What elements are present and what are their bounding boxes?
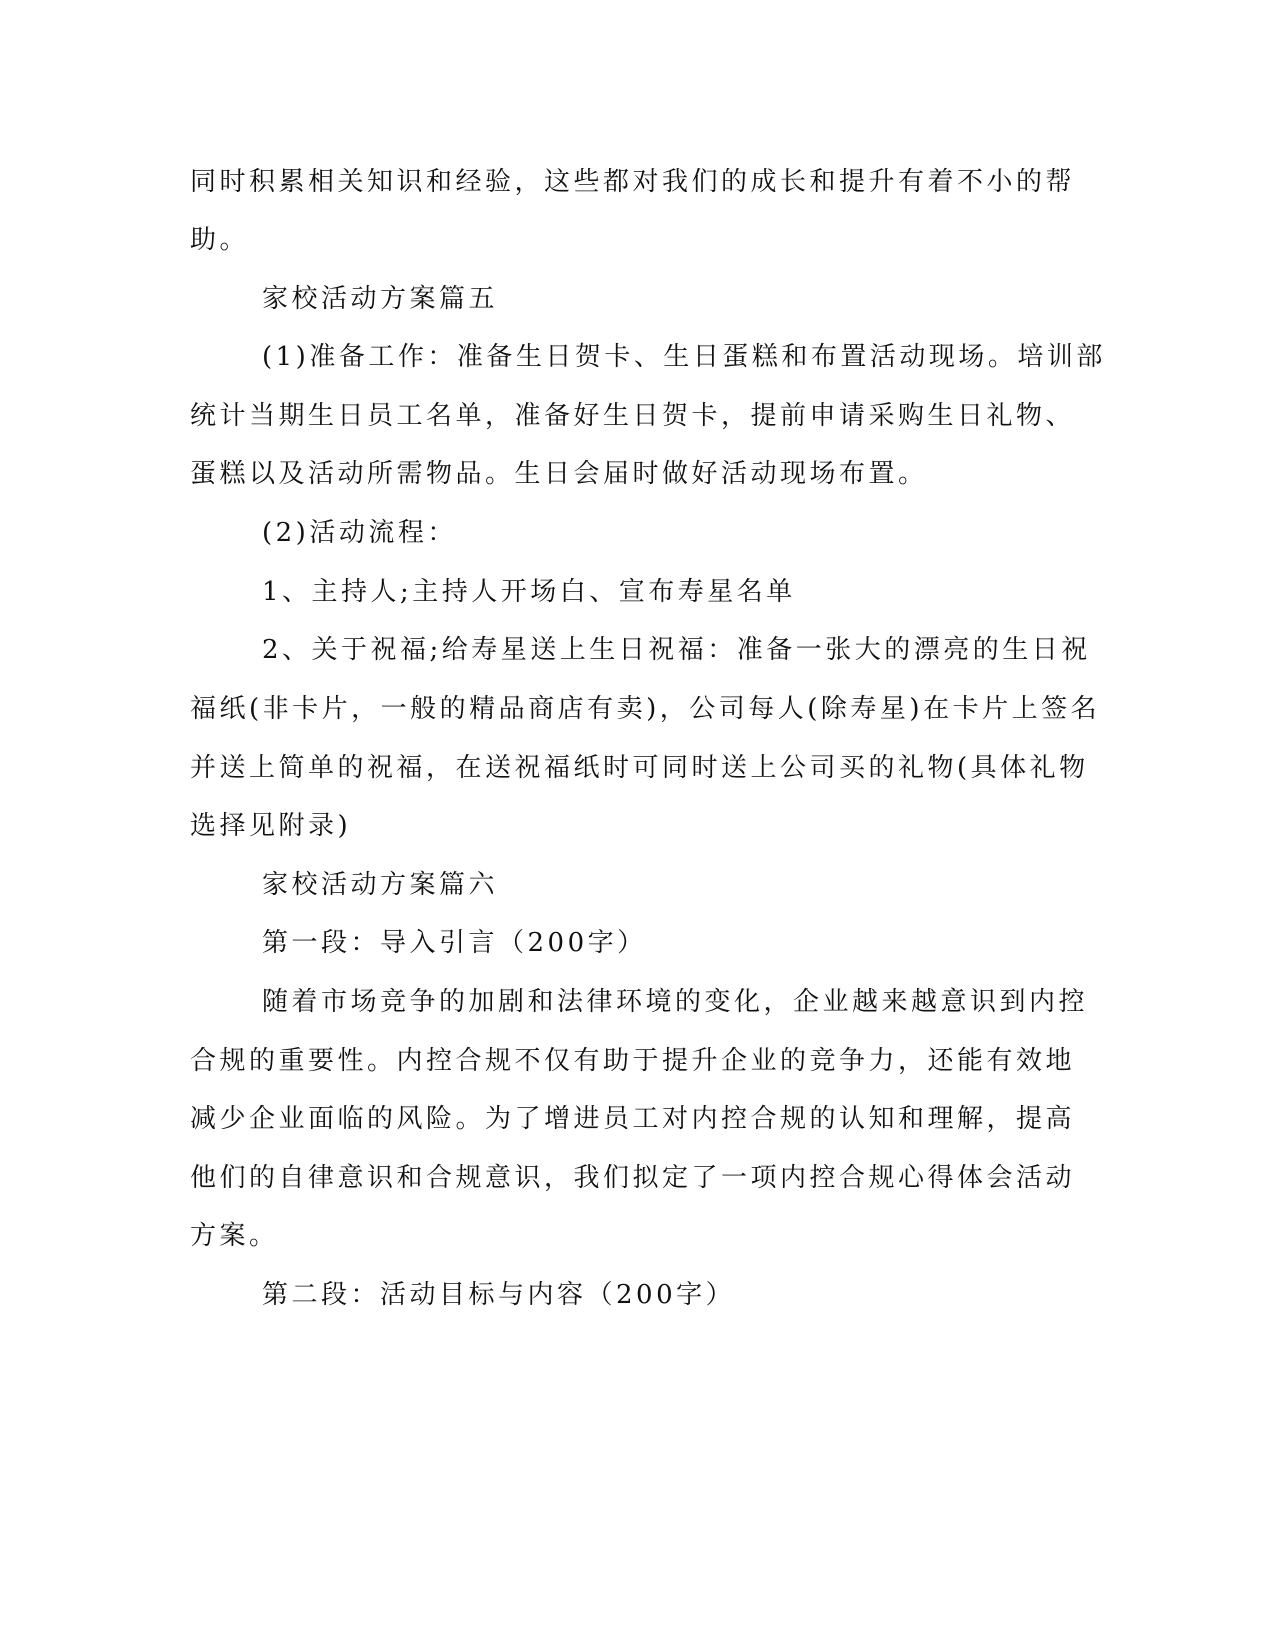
section-heading: 家校活动方案篇五 xyxy=(262,284,499,314)
paragraph-heading: 第二段：活动目标与内容（200字） xyxy=(262,1280,736,1310)
body-text-line: 并送上简单的祝福，在送祝福纸时可同时送上公司买的礼物(具体礼物 xyxy=(190,753,1089,783)
body-text-line: 他们的自律意识和合规意识，我们拟定了一项内控合规心得体会活动 xyxy=(190,1163,1076,1193)
list-item: 2、关于祝福;给寿星送上生日祝福：准备一张大的漂亮的生日祝 xyxy=(262,635,1091,665)
body-text-line: 蛋糕以及活动所需物品。生日会届时做好活动现场布置。 xyxy=(190,459,928,489)
body-text-line: 减少企业面临的风险。为了增进员工对内控合规的认知和理解，提高 xyxy=(190,1104,1076,1134)
section-heading: 家校活动方案篇六 xyxy=(262,870,499,900)
body-text-line: 选择见附录) xyxy=(190,811,352,841)
body-text-line: 随着市场竞争的加剧和法律环境的变化，企业越来越意识到内控 xyxy=(262,987,1089,1017)
body-text-line: 统计当期生日员工名单，准备好生日贺卡，提前申请采购生日礼物、 xyxy=(190,401,1076,431)
body-text-line: 福纸(非卡片，一般的精品商店有卖)，公司每人(除寿星)在卡片上签名 xyxy=(190,694,1101,724)
list-item: 1、主持人;主持人开场白、宣布寿星名单 xyxy=(262,577,796,607)
body-text-line: (2)活动流程： xyxy=(262,518,457,548)
body-text-line: (1)准备工作：准备生日贺卡、生日蛋糕和布置活动现场。培训部 xyxy=(262,342,1106,372)
paragraph-heading: 第一段：导入引言（200字） xyxy=(262,928,647,958)
body-text-line: 助。 xyxy=(190,225,250,255)
body-text-line: 合规的重要性。内控合规不仅有助于提升企业的竞争力，还能有效地 xyxy=(190,1046,1076,1076)
body-text-line: 同时积累相关知识和经验，这些都对我们的成长和提升有着不小的帮 xyxy=(190,167,1076,197)
body-text-line: 方案。 xyxy=(190,1221,279,1251)
